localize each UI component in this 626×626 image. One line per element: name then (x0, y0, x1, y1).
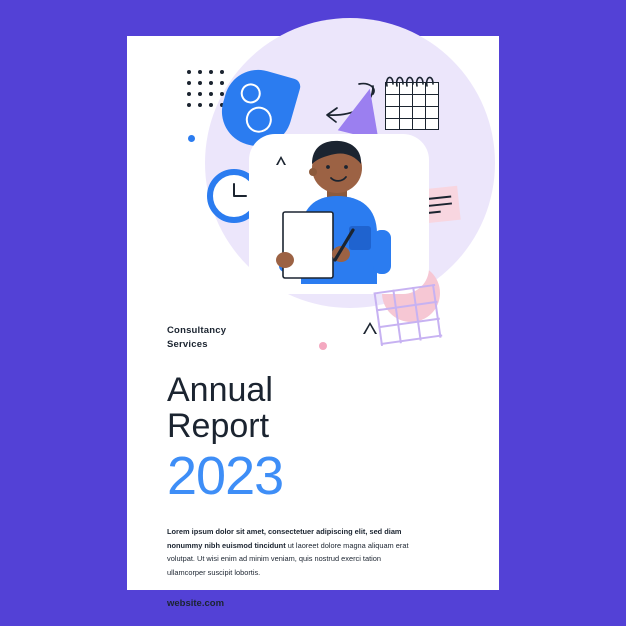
blue-dot-icon (188, 135, 195, 142)
poster-sheet (127, 36, 499, 609)
small-triangle-outline-icon (276, 156, 286, 165)
page-title (167, 372, 467, 445)
dot-grid-top-left-icon (187, 70, 224, 107)
kicker-line-2: Services (167, 338, 208, 350)
website-label: website.com (167, 597, 225, 609)
illustration (127, 36, 499, 336)
body-paragraph (167, 525, 412, 580)
title-line-2: Report (167, 407, 270, 446)
year: 2023 (167, 445, 284, 506)
spiral-binding-icon (383, 72, 443, 88)
body-paragraph-bold: Lorem ipsum dolor sit amet, consectetuer adipiscing elit, sed diam nonummy nibh euismod tincidunt (167, 526, 402, 550)
body-paragraph-rest: ut laoreet dolore magna aliquam erat volutpat. Ut wisi enim ad minim veniam, quis nostrud exerci tation ullamcorper suscipit lobortis. (167, 540, 409, 578)
kicker (167, 324, 467, 352)
text-block (167, 324, 467, 609)
grid-sheet-icon (385, 82, 439, 130)
title-line-1: Annual (167, 370, 273, 409)
kicker-line-1: Consultancy (167, 325, 227, 336)
